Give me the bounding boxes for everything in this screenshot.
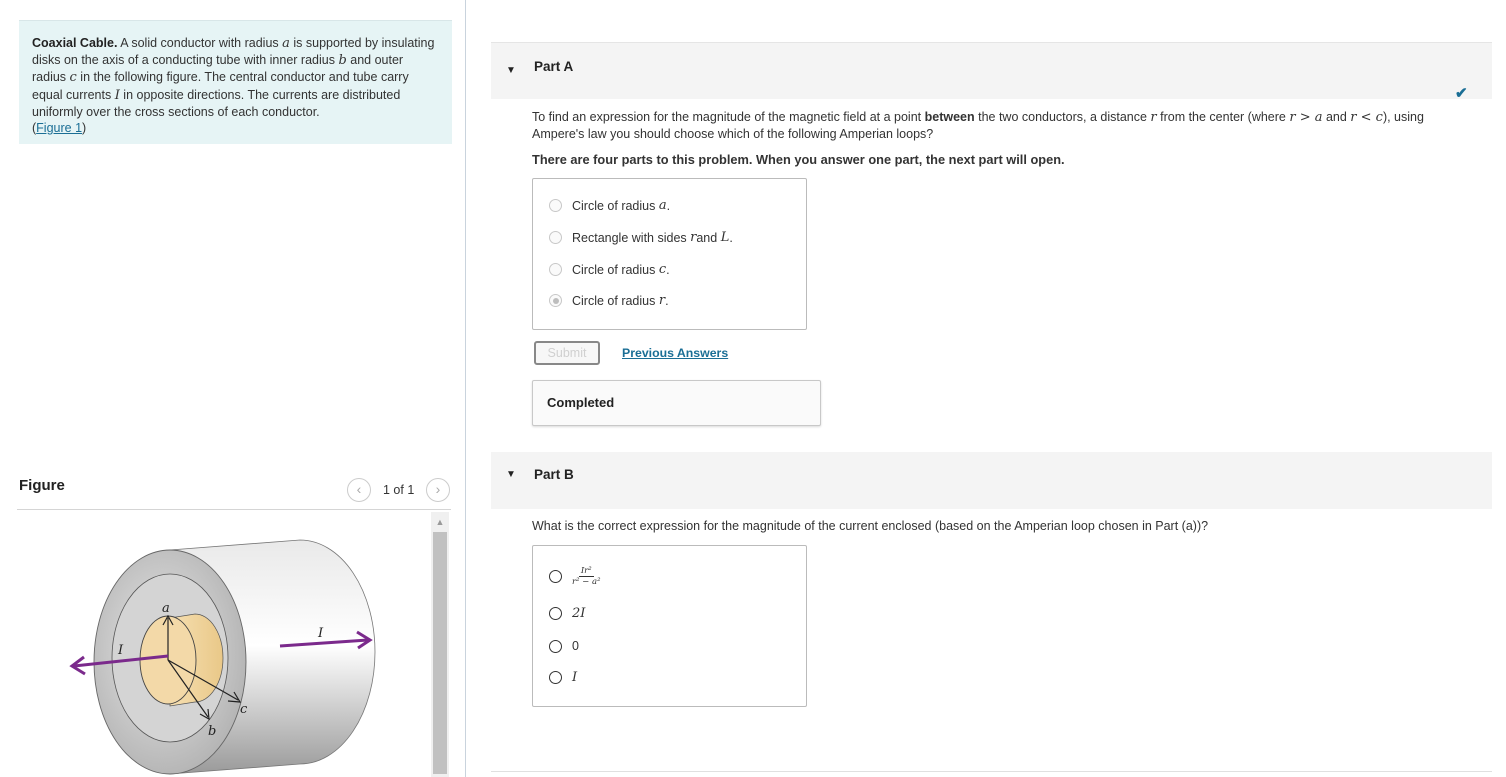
problem-intro [19, 20, 452, 144]
question-text: To find an expression for the magnitude of the magnetic field at a point [532, 110, 925, 124]
option-math: 2I [572, 606, 586, 621]
option-text: Circle of radius [572, 262, 656, 277]
radio-button[interactable] [549, 570, 562, 583]
submit-button[interactable]: Submit [534, 341, 600, 365]
option-zero[interactable] [549, 639, 579, 653]
condition-1: r > a [1289, 110, 1323, 125]
radio-button[interactable] [549, 199, 562, 212]
figure-link[interactable]: Figure 1 [36, 121, 83, 136]
paren: ( [32, 121, 37, 136]
part-a-instruction: There are four parts to this problem. When you answer one part, the next part will open. [532, 152, 1065, 167]
option-circle-r[interactable] [549, 293, 669, 308]
option-I[interactable] [549, 670, 577, 685]
chevron-left-icon: ‹ [356, 481, 362, 497]
option-text: 0 [572, 639, 579, 653]
figure-pager: 1 of 1 [383, 483, 415, 497]
option-math: a [658, 198, 667, 213]
option-math: L [720, 230, 730, 245]
intro-text: in opposite directions. The currents are distributed uniformly over the cross sections of each conductor. [32, 87, 401, 119]
label-b: b [208, 724, 217, 739]
var-c: c [69, 70, 77, 86]
option-text: and [696, 230, 718, 245]
radio-button-selected[interactable] [549, 294, 562, 307]
coaxial-cable-figure [60, 530, 420, 777]
intro-text: and outer radius [32, 53, 404, 85]
figure-title: Figure [19, 477, 65, 494]
option-circle-a[interactable] [549, 198, 670, 213]
figure-next-button[interactable] [426, 478, 450, 502]
intro-text: is supported by insulating disks on the axis of a conducting tube with inner radius [32, 36, 435, 68]
completed-status: Completed [532, 380, 821, 426]
part-b-choices [532, 545, 807, 707]
option-text: Circle of radius [572, 293, 656, 308]
part-b-question: What is the correct expression for the magnitude of the current enclosed (based on the Amperian loop chosen in Part (a))? [532, 519, 1209, 533]
radio-button[interactable] [549, 640, 562, 653]
label-c: c [240, 702, 248, 717]
option-math: I [572, 670, 578, 685]
question-text: ), using Ampere's law you should choose which of the following Amperian loops? [532, 110, 1424, 141]
label-a: a [162, 601, 170, 616]
option-math: c [658, 262, 667, 277]
scrollbar-thumb[interactable] [433, 532, 447, 774]
intro-text: A solid conductor with radius [117, 36, 283, 50]
option-end: . [665, 293, 669, 308]
option-math: r [690, 230, 697, 245]
fraction-denominator: r² − a² [572, 577, 601, 587]
divider [17, 509, 451, 510]
option-math: r [658, 293, 666, 308]
radio-button[interactable] [549, 671, 562, 684]
part-b-header[interactable] [491, 452, 1492, 509]
paren: ) [82, 121, 87, 136]
question-text: from the center (where [1156, 110, 1290, 124]
radio-button[interactable] [549, 263, 562, 276]
radio-button[interactable] [549, 231, 562, 244]
option-text: Rectangle with sides [572, 230, 687, 245]
option-end: . [729, 230, 733, 245]
part-a-choices [532, 178, 807, 330]
option-rectangle[interactable] [549, 230, 733, 245]
condition-2: r < c [1350, 110, 1383, 125]
fraction-numerator: Ir² [580, 566, 592, 576]
var-b: b [338, 53, 347, 69]
part-b-label: Part B [534, 467, 574, 482]
part-a-question [532, 109, 1477, 142]
option-end: . [666, 262, 670, 277]
option-2I[interactable] [549, 606, 585, 621]
divider [491, 771, 1492, 772]
option-circle-c[interactable] [549, 262, 670, 277]
figure-prev-button[interactable] [347, 478, 371, 502]
previous-answers-link[interactable]: Previous Answers [622, 346, 729, 360]
question-text: the two conductors, a distance [974, 110, 1151, 124]
option-text: Circle of radius [572, 198, 656, 213]
var-r: r [1150, 110, 1157, 125]
scroll-up-icon[interactable]: ▲ [435, 517, 445, 527]
var-I: I [114, 87, 120, 103]
var-a: a [282, 36, 290, 51]
question-bold: between [924, 110, 975, 124]
caret-down-icon[interactable]: ▼ [506, 65, 516, 76]
label-I-right: I [318, 626, 324, 641]
part-a-header[interactable] [491, 42, 1492, 99]
left-pane [0, 0, 466, 777]
chevron-right-icon: › [435, 481, 441, 497]
radio-button[interactable] [549, 607, 562, 620]
option-end: . [666, 198, 671, 213]
checkmark-icon: ✔ [1455, 85, 1468, 102]
figure-scrollbar[interactable] [431, 512, 449, 777]
fraction [572, 566, 600, 587]
caret-down-icon[interactable]: ▼ [506, 469, 516, 480]
problem-title: Coaxial Cable. [32, 36, 118, 50]
question-text: and [1322, 110, 1351, 124]
option-fraction[interactable] [549, 566, 600, 587]
part-a-label: Part A [534, 59, 574, 74]
intro-text: in the following figure. The central conductor and tube carry equal currents [32, 70, 409, 102]
label-I-left: I [118, 643, 124, 658]
